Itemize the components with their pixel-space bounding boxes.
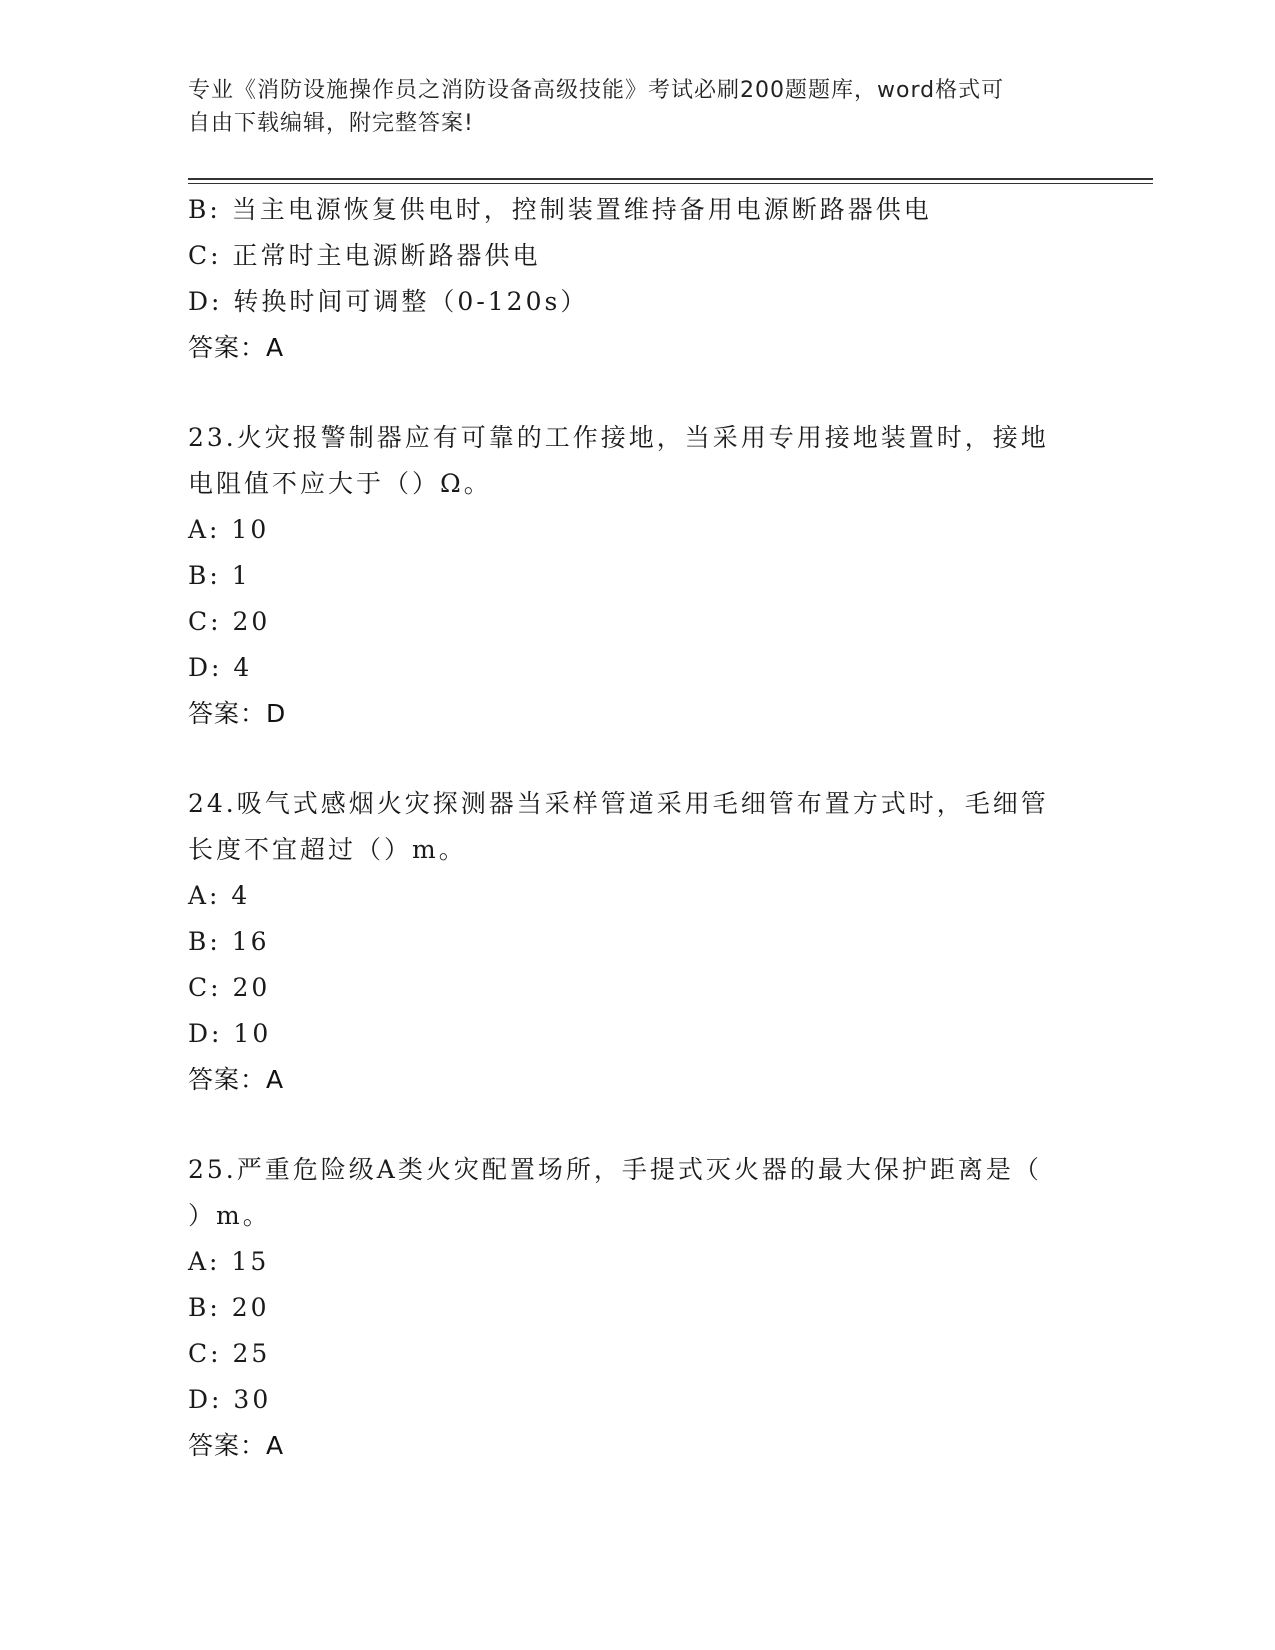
option-a: A: 15 — [188, 1247, 270, 1276]
document-header — [188, 74, 1088, 140]
answer-line: 答案：A — [188, 1431, 285, 1460]
spacer — [188, 371, 1088, 415]
option-a: A: 4 — [188, 881, 251, 910]
header-divider-thick — [188, 178, 1153, 180]
header-line-1: 专业《消防设施操作员之消防设备高级技能》考试必刷200题题库，word格式可 — [188, 78, 1005, 103]
option-b: B: 16 — [188, 927, 270, 956]
option-b: B: 20 — [188, 1293, 270, 1322]
option-b: B: 1 — [188, 561, 251, 590]
question-list — [188, 187, 1088, 1469]
prev-question-block — [188, 187, 1088, 371]
header-line-2: 自由下载编辑，附完整答案! — [188, 111, 474, 136]
option-c: C: 25 — [188, 1339, 271, 1368]
answer-line: 答案：A — [188, 333, 285, 362]
question-stem-line-1: 25.严重危险级A类火灾配置场所，手提式灭火器的最大保护距离是（ — [188, 1155, 1042, 1184]
option-d: D: 4 — [188, 653, 253, 682]
option-c: C: 20 — [188, 607, 271, 636]
option-d: D: 转换时间可调整（0-120s） — [188, 287, 589, 316]
question-block-25 — [188, 1147, 1088, 1469]
question-stem-line-2: 电阻值不应大于（）Ω。 — [188, 469, 492, 498]
question-stem-line-1: 23.火灾报警制器应有可靠的工作接地，当采用专用接地装置时，接地 — [188, 423, 1049, 452]
header-divider-thin — [188, 183, 1153, 184]
answer-line: 答案：D — [188, 699, 287, 728]
question-block-23 — [188, 415, 1088, 737]
answer-line: 答案：A — [188, 1065, 285, 1094]
question-stem-line-1: 24.吸气式感烟火灾探测器当采样管道采用毛细管布置方式时，毛细管 — [188, 789, 1049, 818]
option-b: B: 当主电源恢复供电时，控制装置维持备用电源断路器供电 — [188, 195, 932, 224]
spacer — [188, 737, 1088, 781]
option-a: A: 10 — [188, 515, 270, 544]
option-c: C: 正常时主电源断路器供电 — [188, 241, 541, 270]
question-block-24 — [188, 781, 1088, 1103]
spacer — [188, 1103, 1088, 1147]
option-d: D: 10 — [188, 1019, 272, 1048]
question-stem-line-2: ）m。 — [188, 1201, 271, 1230]
option-d: D: 30 — [188, 1385, 272, 1414]
question-stem-line-2: 长度不宜超过（）m。 — [188, 835, 467, 864]
option-c: C: 20 — [188, 973, 271, 1002]
